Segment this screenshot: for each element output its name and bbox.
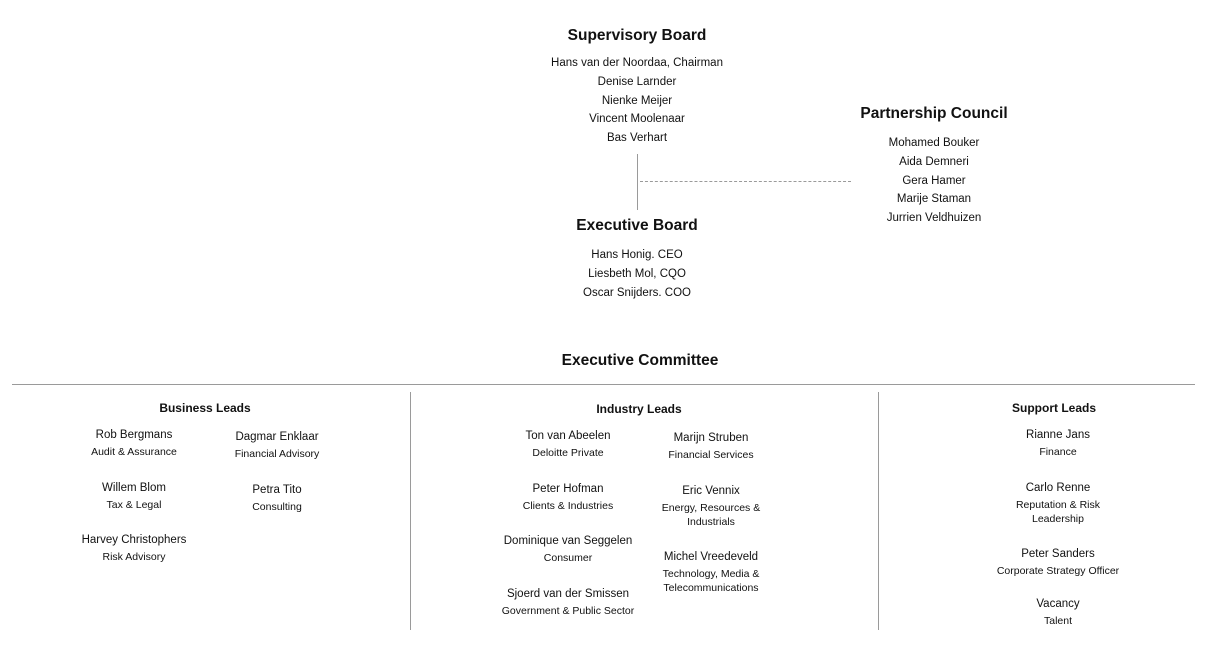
- lead-name: Rob Bergmans: [95, 429, 173, 441]
- member: Mohamed Bouker: [888, 137, 980, 149]
- lead-name: Rianne Jans: [1026, 429, 1090, 441]
- member: Denise Larnder: [597, 75, 677, 88]
- executive-committee-title: Executive Committee: [561, 352, 719, 369]
- partnership-dashed-connector: [640, 181, 851, 182]
- member: Nienke Meijer: [601, 94, 673, 107]
- executive-board-members: [583, 246, 691, 302]
- member: Bas Verhart: [606, 132, 668, 145]
- lead-card: [82, 534, 187, 564]
- lead-role: Financial Services: [668, 449, 754, 461]
- lead-role-line: Energy, Resources &: [661, 502, 761, 514]
- lead-card: [235, 431, 320, 461]
- lead-name: Eric Vennix: [682, 485, 740, 497]
- lead-role: Clients & Industries: [522, 500, 614, 512]
- lead-name: Peter Hofman: [532, 483, 604, 495]
- member: Jurrien Veldhuizen: [886, 212, 982, 225]
- lead-name: Dominique van Seggelen: [503, 535, 633, 547]
- lead-card: [997, 548, 1119, 578]
- executive-committee-divider: [12, 384, 1195, 385]
- member: Vincent Moolenaar: [589, 113, 685, 126]
- lead-role-line: Technology, Media &: [662, 568, 760, 580]
- lead-name: Willem Blom: [102, 482, 166, 494]
- lead-name: Harvey Christophers: [81, 534, 187, 546]
- member: Liesbeth Mol, CQO: [588, 267, 686, 280]
- lead-name: Peter Sanders: [1021, 548, 1095, 560]
- lead-role: Financial Advisory: [234, 448, 320, 460]
- lead-card: [502, 588, 634, 618]
- lead-card: [1036, 598, 1079, 628]
- industry-leads-title: Industry Leads: [596, 402, 682, 416]
- lead-role-line: Industrials: [687, 516, 735, 528]
- lead-name: Sjoerd van der Smissen: [506, 588, 630, 600]
- lead-role: [663, 567, 760, 595]
- supervisory-board-members: [551, 54, 723, 148]
- executive-board-title: Executive Board: [576, 217, 698, 234]
- column-divider-right: [878, 392, 879, 630]
- lead-card: [252, 484, 302, 514]
- supervisory-executive-connector: [637, 154, 638, 210]
- lead-role-line: Reputation & Risk: [1015, 499, 1101, 511]
- lead-role: Finance: [1039, 446, 1077, 458]
- lead-role-line: Telecommunications: [663, 582, 759, 594]
- support-leads-title: Support Leads: [1011, 401, 1097, 415]
- member: Marije Staman: [896, 193, 972, 206]
- lead-role: Consumer: [543, 552, 593, 564]
- lead-role: Risk Advisory: [102, 551, 166, 563]
- lead-name: Vacancy: [1036, 598, 1080, 610]
- lead-name: Michel Vreedeveld: [663, 551, 759, 563]
- partnership-council-title: Partnership Council: [860, 105, 1008, 122]
- lead-role-line: Leadership: [1032, 513, 1084, 525]
- lead-role: [1016, 498, 1100, 526]
- lead-card: [668, 432, 753, 462]
- lead-role: Deloitte Private: [532, 447, 604, 459]
- lead-card: [525, 430, 610, 460]
- lead-role: Government & Public Sector: [501, 605, 635, 617]
- member: Hans van der Noordaa, Chairman: [551, 57, 723, 69]
- lead-card: [663, 551, 760, 595]
- lead-role: Talent: [1043, 615, 1073, 627]
- member: Gera Hamer: [902, 174, 966, 187]
- lead-role: Audit & Assurance: [91, 446, 177, 458]
- lead-name: Carlo Renne: [1025, 482, 1091, 494]
- lead-card: [1026, 429, 1090, 459]
- lead-name: Petra Tito: [252, 484, 302, 496]
- lead-card: [1016, 482, 1100, 526]
- lead-name: Marijn Struben: [673, 432, 749, 444]
- member: Oscar Snijders. COO: [583, 286, 691, 299]
- lead-role: [662, 501, 760, 529]
- supervisory-board-title: Supervisory Board: [567, 27, 707, 44]
- business-leads-title: Business Leads: [159, 401, 251, 415]
- lead-name: Dagmar Enklaar: [235, 431, 319, 443]
- lead-role: Consulting: [252, 501, 302, 513]
- lead-name: Ton van Abeelen: [525, 430, 611, 442]
- member: Aida Demneri: [899, 155, 969, 168]
- lead-card: [102, 482, 166, 512]
- partnership-council-members: [887, 134, 982, 228]
- lead-card: [662, 485, 760, 529]
- member: Hans Honig. CEO: [591, 249, 683, 261]
- lead-card: [91, 429, 177, 459]
- lead-card: [523, 483, 613, 513]
- lead-role: Corporate Strategy Officer: [996, 565, 1120, 577]
- column-divider-left: [410, 392, 411, 630]
- lead-card: [504, 535, 633, 565]
- lead-role: Tax & Legal: [106, 499, 162, 511]
